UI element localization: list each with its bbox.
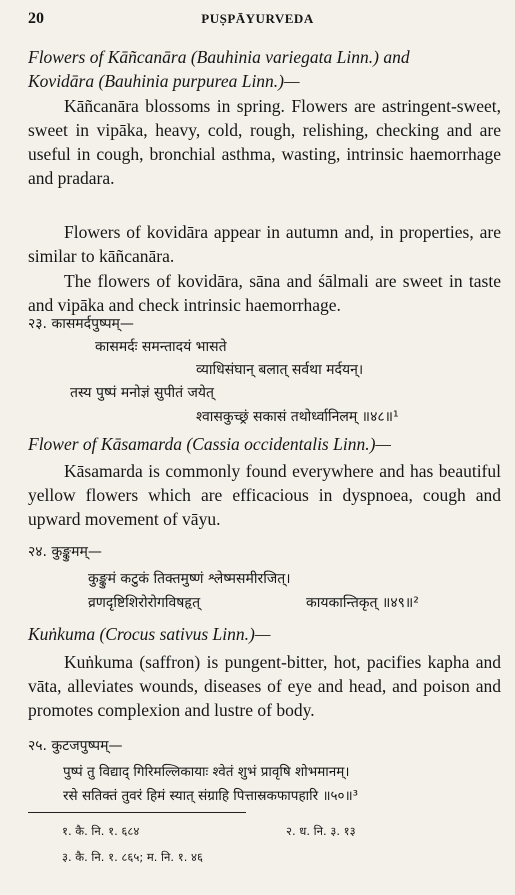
kancanara-paragraph-3: The flowers of kovidāra, sāna and śālmali are sweet in taste and vipāka and check intrinsic haemorrhage. xyxy=(28,271,501,315)
verse-line: पुष्पं तु विद्याद् गिरिमल्लिकायाः श्वेतं शुभं प्रावृषि शोभमानम्। xyxy=(63,764,350,780)
kasamarda-paragraph: Kāsamarda is commonly found everywhere and has beautiful yellow flowers which are efficacious in dyspnoea, cough and upward movement of vāyu. xyxy=(28,461,501,529)
verse-line: कासमर्दः समन्तादयं भासते xyxy=(95,339,227,355)
footnote: २. ध. नि. ३. १३ xyxy=(286,824,356,838)
kunkuma-paragraph: Kuṅkuma (saffron) is pungent-bitter, hot, pacifies kapha and vāta, alleviates wounds, diseases of eye and head, and poison and promotes complexion and lustre of body. xyxy=(28,652,501,720)
kancanara-paragraph-1: Kāñcanāra blossoms in spring. Flowers are astringent-sweet, sweet in vipāka, heavy, cold, rough, relishing, checking and are useful in cough, bronchial asthma, wasting, intrinsic haemorrhage and pradara. xyxy=(28,96,501,188)
footnote-rule xyxy=(28,812,246,813)
kunkuma-sanskrit-heading: २४. कुङ्कुमम्— xyxy=(28,544,102,560)
footnote: ३. कै. नि. १. ८६५; म. नि. १. ४६ xyxy=(62,850,203,864)
kancanara-paragraph-2: Flowers of kovidāra appear in autumn and, in properties, are similar to kāñcanāra. xyxy=(28,222,501,266)
heading-line: Kovidāra (Bauhinia purpurea Linn.)— xyxy=(28,71,300,91)
heading-line: Flowers of Kāñcanāra (Bauhinia variegata Linn.) and xyxy=(28,47,410,67)
page-number: 20 xyxy=(28,10,44,27)
kasamarda-sanskrit-heading: २३. कासमर्दपुष्पम्— xyxy=(28,316,134,332)
verse-line: व्याधिसंघान् बलात् सर्वथा मर्दयन्। xyxy=(196,362,364,378)
verse-line: रसे सतिक्तं तुवरं हिमं स्यात् संग्राहि पित्तास्रकफापहारि ॥५०॥³ xyxy=(63,788,359,804)
page-header xyxy=(28,10,487,30)
verse-line: कायकान्तिकृत् ॥४९॥² xyxy=(306,595,419,611)
kunkuma-heading: Kuṅkuma (Crocus sativus Linn.)— xyxy=(28,624,271,644)
running-title: PUṢPĀYURVEDA xyxy=(201,11,314,26)
verse-line: कुङ्कुमं कटुकं तिक्तमुष्णं श्लेष्मसमीरजित्। xyxy=(88,571,291,587)
verse-line: व्रणदृष्टिशिरोरोगविषहृत् xyxy=(88,595,201,611)
verse-line: तस्य पुष्पं मनोज्ञं सुपीतं जयेत् xyxy=(70,385,215,401)
verse-line: श्वासकुच्छ्रं सकासं तथोर्ध्वानिलम् ॥४८॥¹ xyxy=(196,409,399,425)
footnote: १. कै. नि. १. ६८४ xyxy=(62,824,140,838)
kutaja-sanskrit-heading: २५. कुटजपुष्पम्— xyxy=(28,738,123,754)
kasamarda-heading: Flower of Kāsamarda (Cassia occidentalis Linn.)— xyxy=(28,434,391,454)
kancanara-heading xyxy=(28,45,501,93)
